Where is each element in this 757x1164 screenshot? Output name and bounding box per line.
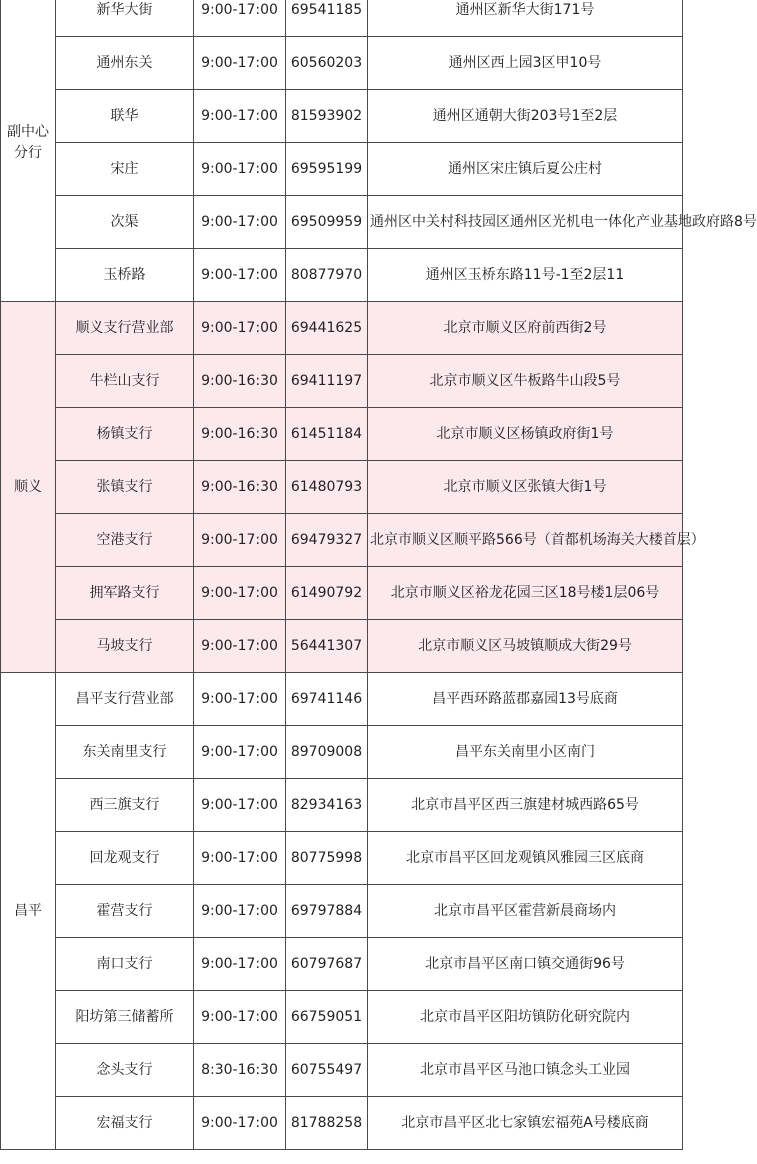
phone-cell: 82934163 [286,779,368,832]
phone-cell: 61451184 [286,408,368,461]
branch-name-cell: 顺义支行营业部 [56,302,194,355]
branch-name-cell: 次渠 [56,196,194,249]
branch-name-cell: 昌平支行营业部 [56,673,194,726]
table-row [1,938,683,991]
table-row [1,1044,683,1097]
hours-cell: 9:00-16:30 [194,461,286,514]
table-row [1,196,683,249]
phone-cell: 69509959 [286,196,368,249]
phone-cell: 69541185 [286,0,368,37]
hours-cell: 9:00-17:00 [194,832,286,885]
hours-cell: 9:00-17:00 [194,673,286,726]
table-row [1,1097,683,1150]
address-cell: 通州区宋庄镇后夏公庄村 [368,143,683,196]
branch-name-cell: 新华大街 [56,0,194,37]
address-cell: 北京市顺义区牛板路牛山段5号 [368,355,683,408]
phone-cell: 61490792 [286,567,368,620]
table-row [1,567,683,620]
branch-name-cell: 空港支行 [56,514,194,567]
table-row [1,37,683,90]
address-cell: 北京市昌平区回龙观镇风雅园三区底商 [368,832,683,885]
hours-cell: 9:00-17:00 [194,726,286,779]
address-cell: 通州区通朝大街203号1至2层 [368,90,683,143]
branch-name-cell: 西三旗支行 [56,779,194,832]
address-cell: 通州区中关村科技园区通州区光机电一体化产业基地政府路8号 [368,196,683,249]
phone-cell: 60755497 [286,1044,368,1097]
branch-name-cell: 拥军路支行 [56,567,194,620]
branch-name-cell: 玉桥路 [56,249,194,302]
hours-cell: 9:00-17:00 [194,1097,286,1150]
branch-name-cell: 杨镇支行 [56,408,194,461]
phone-cell: 69797884 [286,885,368,938]
table-row [1,0,683,37]
table-row [1,355,683,408]
address-cell: 北京市昌平区阳坊镇防化研究院内 [368,991,683,1044]
hours-cell: 9:00-17:00 [194,249,286,302]
phone-cell: 80775998 [286,832,368,885]
table-row [1,620,683,673]
address-cell: 北京市顺义区杨镇政府街1号 [368,408,683,461]
hours-cell: 9:00-16:30 [194,408,286,461]
hours-cell: 9:00-17:00 [194,567,286,620]
hours-cell: 9:00-17:00 [194,196,286,249]
table-row [1,461,683,514]
phone-cell: 60797687 [286,938,368,991]
table-row [1,408,683,461]
address-cell: 北京市顺义区顺平路566号（首都机场海关大楼首层） [368,514,683,567]
table-row [1,90,683,143]
hours-cell: 9:00-17:00 [194,779,286,832]
hours-cell: 9:00-16:30 [194,355,286,408]
branch-name-cell: 阳坊第三储蓄所 [56,991,194,1044]
address-cell: 北京市昌平区南口镇交通街96号 [368,938,683,991]
table-row [1,514,683,567]
address-cell: 北京市昌平区北七家镇宏福苑A号楼底商 [368,1097,683,1150]
hours-cell: 9:00-17:00 [194,991,286,1044]
branch-name-cell: 联华 [56,90,194,143]
phone-cell: 69441625 [286,302,368,355]
table-row [1,885,683,938]
address-cell: 北京市顺义区裕龙花园三区18号楼1层06号 [368,567,683,620]
branch-name-cell: 念头支行 [56,1044,194,1097]
hours-cell: 9:00-17:00 [194,514,286,567]
branch-name-cell: 宏福支行 [56,1097,194,1150]
phone-cell: 66759051 [286,991,368,1044]
branch-table-body [1,0,757,1150]
address-cell: 北京市昌平区马池口镇念头工业园 [368,1044,683,1097]
hours-cell: 9:00-17:00 [194,938,286,991]
phone-cell: 89709008 [286,726,368,779]
phone-cell: 80877970 [286,249,368,302]
hours-cell: 9:00-17:00 [194,885,286,938]
branch-name-cell: 南口支行 [56,938,194,991]
branch-name-cell: 张镇支行 [56,461,194,514]
branch-name-cell: 牛栏山支行 [56,355,194,408]
address-cell: 北京市顺义区马坡镇顺成大街29号 [368,620,683,673]
address-cell: 北京市昌平区西三旗建材城西路65号 [368,779,683,832]
phone-cell: 69411197 [286,355,368,408]
branch-name-cell: 通州东关 [56,37,194,90]
table-row [1,991,683,1044]
phone-cell: 56441307 [286,620,368,673]
phone-cell: 69741146 [286,673,368,726]
table-row [1,302,683,355]
hours-cell: 9:00-17:00 [194,37,286,90]
branch-name-cell: 宋庄 [56,143,194,196]
district-cell: 顺义 [1,302,56,673]
table-row [1,249,683,302]
district-cell: 副中心分行 [1,0,56,302]
address-cell: 通州区玉桥东路11号-1至2层11 [368,249,683,302]
hours-cell: 9:00-17:00 [194,302,286,355]
address-cell: 北京市昌平区霍营新晨商场内 [368,885,683,938]
address-cell: 通州区新华大街171号 [368,0,683,37]
phone-cell: 81593902 [286,90,368,143]
branch-name-cell: 东关南里支行 [56,726,194,779]
address-cell: 昌平东关南里小区南门 [368,726,683,779]
branch-name-cell: 霍营支行 [56,885,194,938]
address-cell: 北京市顺义区府前西街2号 [368,302,683,355]
table-row [1,673,683,726]
phone-cell: 69595199 [286,143,368,196]
phone-cell: 61480793 [286,461,368,514]
hours-cell: 9:00-17:00 [194,90,286,143]
hours-cell: 8:30-16:30 [194,1044,286,1097]
table-row [1,832,683,885]
hours-cell: 9:00-17:00 [194,620,286,673]
address-cell: 北京市顺义区张镇大街1号 [368,461,683,514]
table-row [1,143,683,196]
hours-cell: 9:00-17:00 [194,143,286,196]
district-cell: 昌平 [1,673,56,1150]
address-cell: 昌平西环路蓝郡嘉园13号底商 [368,673,683,726]
table-row [1,779,683,832]
phone-cell: 60560203 [286,37,368,90]
phone-cell: 81788258 [286,1097,368,1150]
hours-cell: 9:00-17:00 [194,0,286,37]
branch-name-cell: 回龙观支行 [56,832,194,885]
table-row [1,726,683,779]
phone-cell: 69479327 [286,514,368,567]
branch-name-cell: 马坡支行 [56,620,194,673]
address-cell: 通州区西上园3区甲10号 [368,37,683,90]
